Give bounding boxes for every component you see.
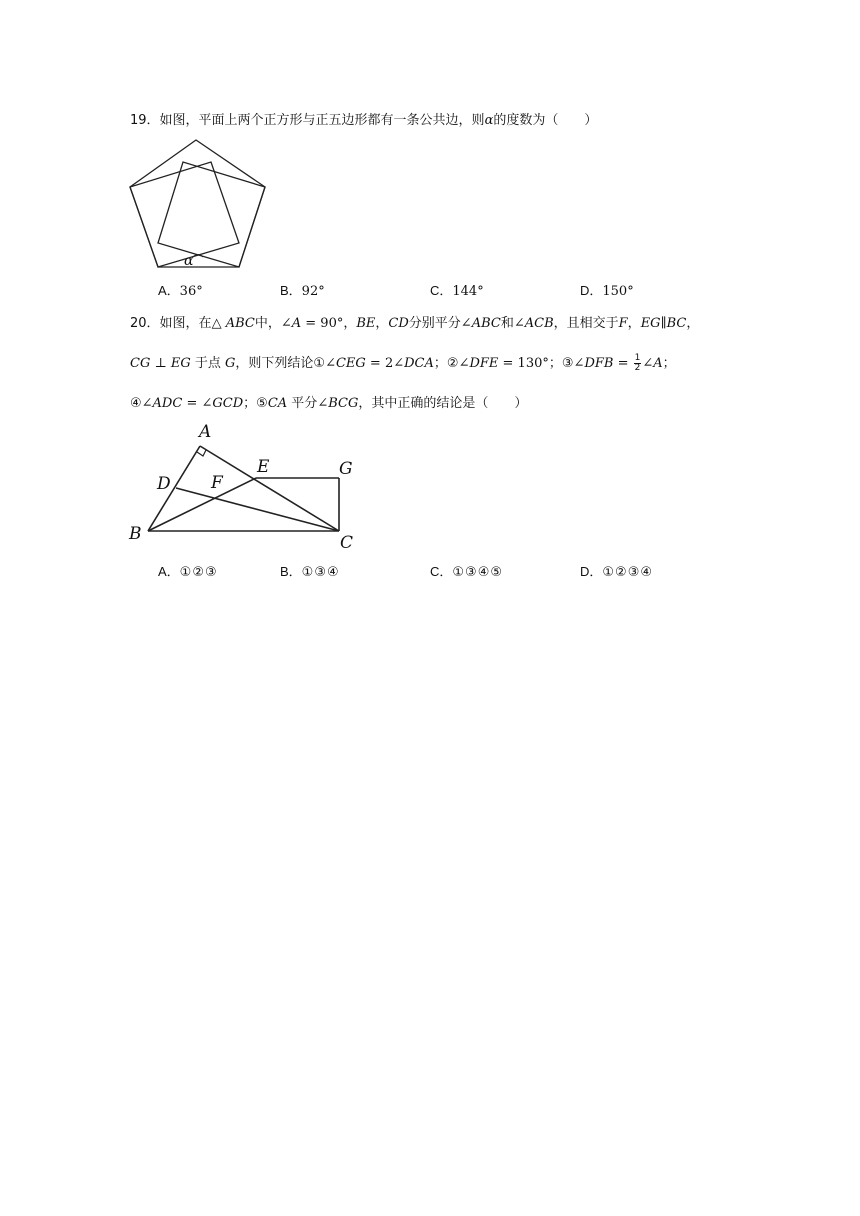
label-e: E [257,457,270,477]
q20-option-b[interactable]: B．①③④ [280,564,340,580]
label-d: D [157,474,171,494]
half-fraction: $\frac{1}{2}$ [634,353,641,373]
q20-stem-line3: ④∠ADC = ∠GCD；⑤CA 平分∠BCG，其中正确的结论是（ ） [130,396,528,411]
q19-figure [125,135,275,275]
q20-stem-line1: 20．如图，在△ ABC中，∠A = 90°，BE，CD分别平分∠ABC和∠ACB，且相交于F，EG∥BC， [130,316,700,331]
label-c: C [340,533,354,553]
label-f: F [211,473,223,493]
q19-text-b: 的度数为（ ） [493,113,598,128]
label-b: B [129,524,142,544]
right-angle-mark [197,450,206,456]
q19-option-d[interactable]: D．150° [580,283,634,299]
q19-option-a[interactable]: A．36° [158,283,203,299]
q20-number: 20． [130,316,160,331]
q19-number: 19． [130,113,160,128]
bisector-cd [176,488,339,531]
q19-option-c[interactable]: C．144° [430,283,484,299]
q19-text-a: 如图，平面上两个正方形与正五边形都有一条公共边，则 [159,113,485,128]
q20-figure [125,418,365,553]
label-a: A [199,422,212,442]
q19-alpha-label: α [184,253,194,269]
label-g: G [339,459,353,479]
q20-option-a[interactable]: A．①②③ [158,564,218,580]
q20-option-c[interactable]: C．①③④⑤ [430,564,504,580]
q19-option-b[interactable]: B．92° [280,283,325,299]
q19-stem [130,111,597,131]
q19-alpha: α [484,113,494,128]
q20-stem-line2: CG ⊥ EG 于点 G，则下列结论①∠CEG = 2∠DCA；②∠DFE = 130°；③∠DFB = $\frac{1}{2}$ ∠A； [130,353,676,373]
q20-option-d[interactable]: D．①②③④ [580,564,654,580]
